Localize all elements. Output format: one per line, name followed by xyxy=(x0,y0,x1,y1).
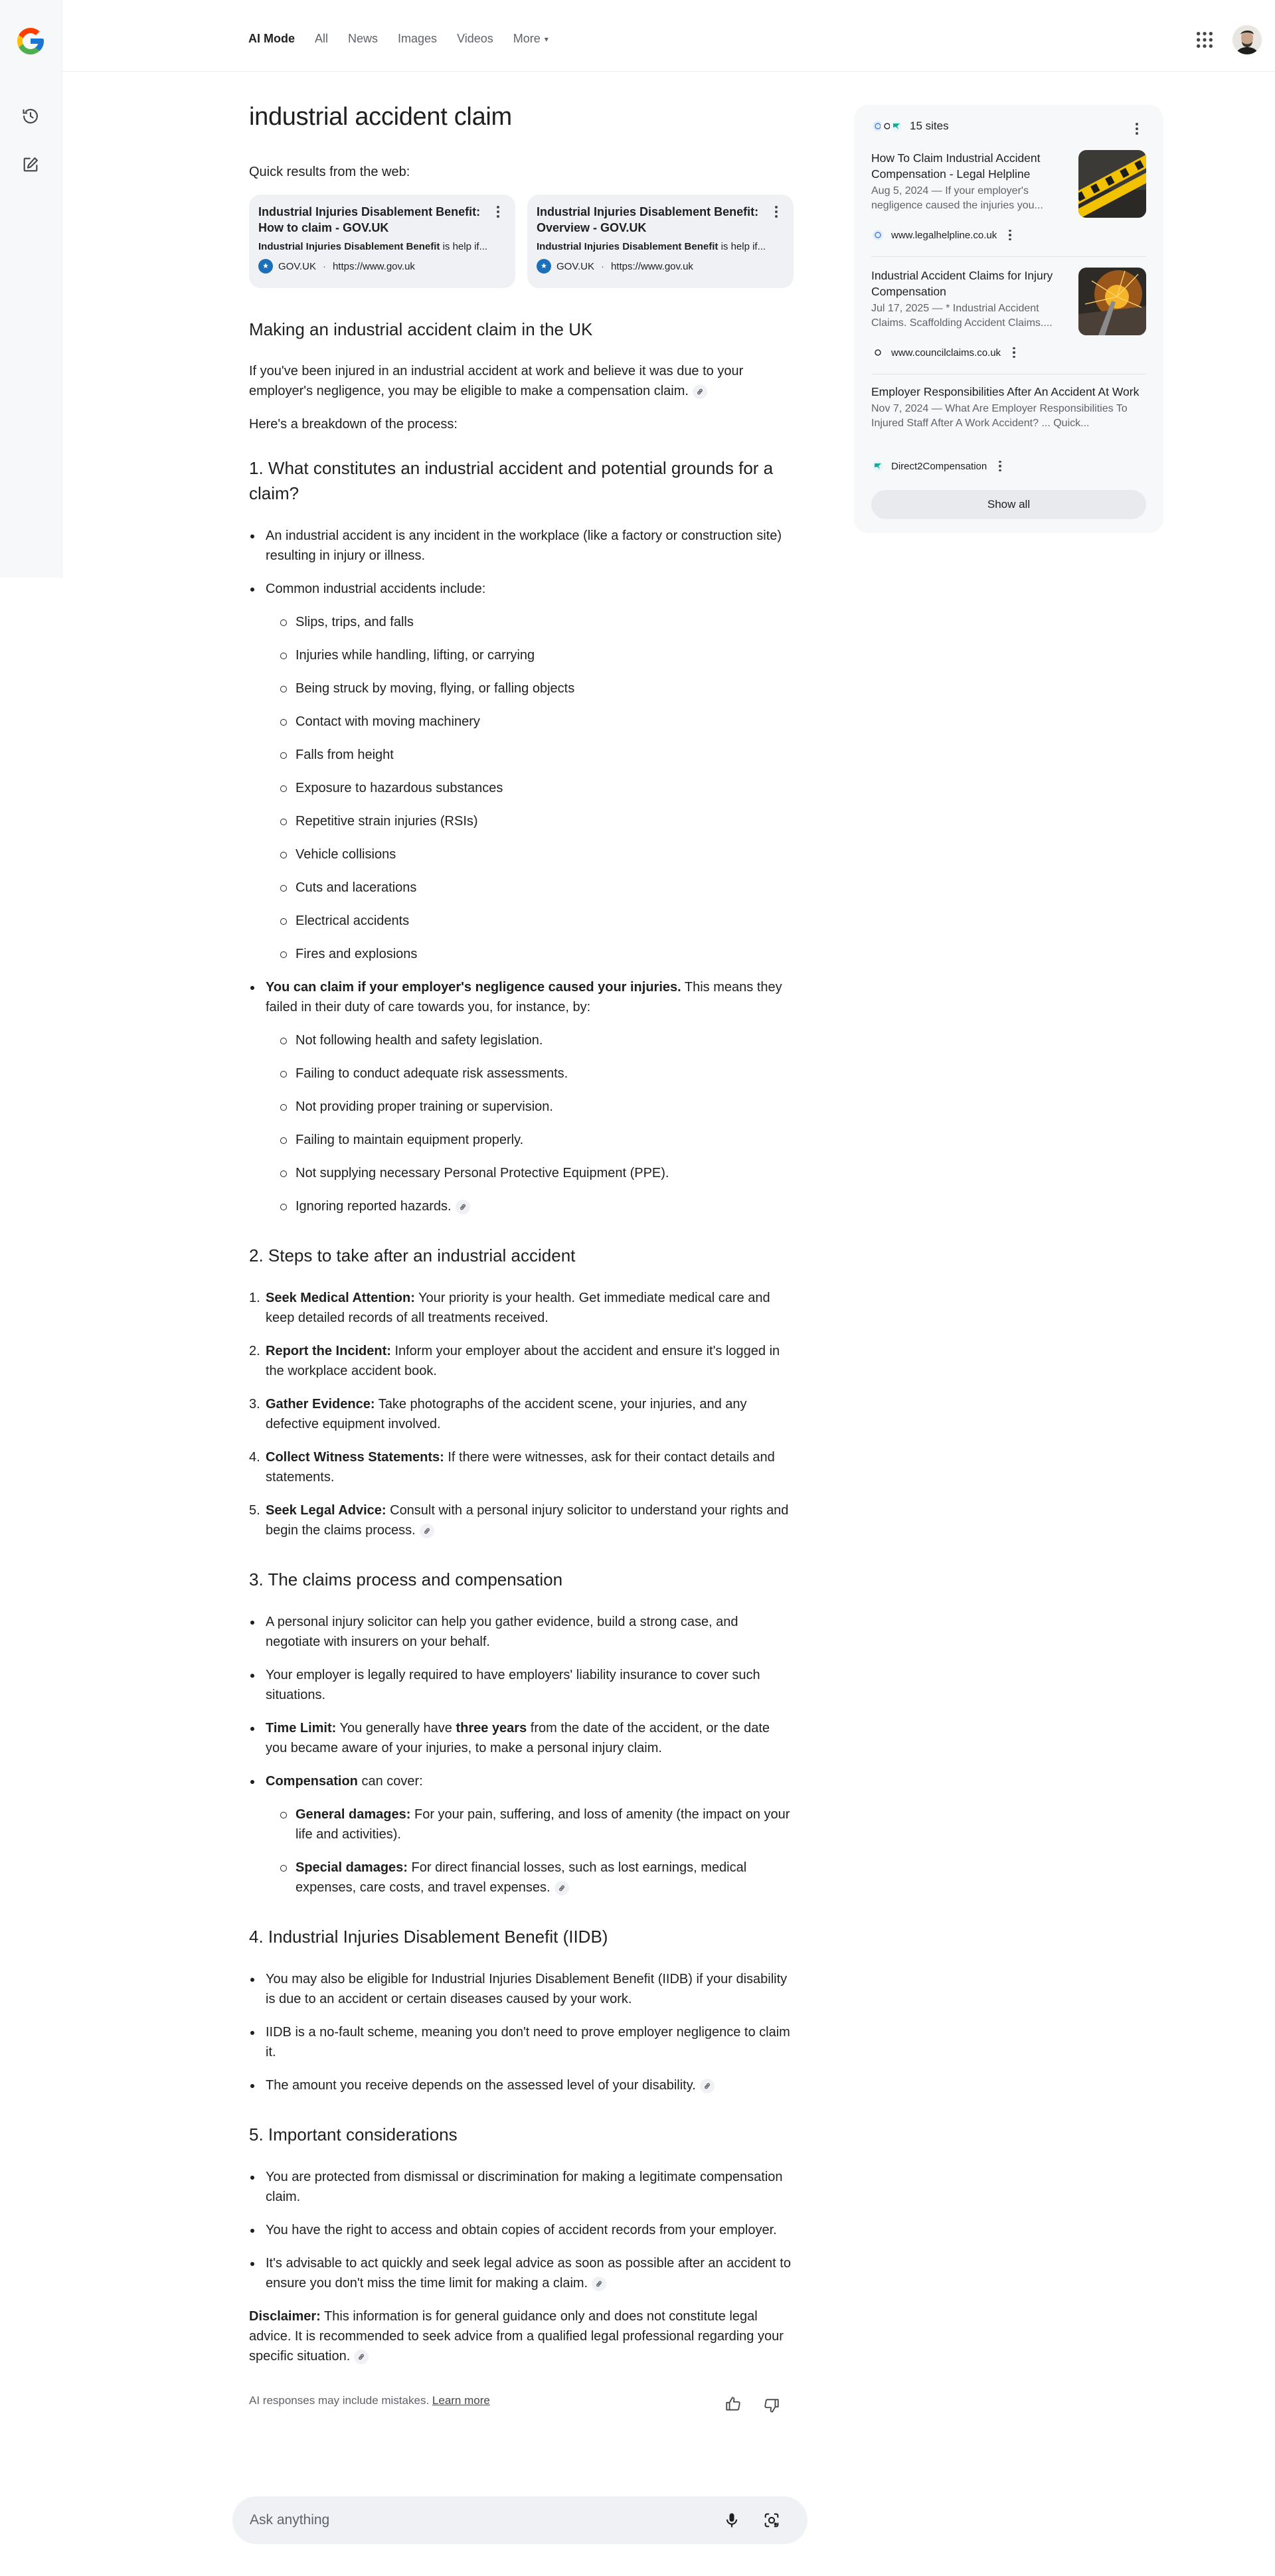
list-item-text: Vehicle collisions xyxy=(296,847,396,862)
breakdown-text: Here's a breakdown of the process: xyxy=(249,417,458,432)
google-logo-icon[interactable] xyxy=(15,25,46,57)
legalhelpline-favicon-icon xyxy=(871,228,885,242)
gov-uk-favicon-icon xyxy=(258,259,273,274)
link-icon[interactable] xyxy=(592,2277,606,2291)
list-item xyxy=(266,679,794,698)
caution-tape-thumbnail xyxy=(1078,150,1146,218)
section-3-list xyxy=(249,1612,794,1897)
link-icon[interactable] xyxy=(700,2079,715,2093)
step-number: 3. xyxy=(249,1397,260,1411)
list-item xyxy=(266,612,794,632)
google-lens-icon[interactable] xyxy=(762,2511,781,2530)
list-item xyxy=(266,1196,794,1216)
query-heading: industrial accident claim xyxy=(249,103,512,131)
tab-label: News xyxy=(348,32,379,45)
caret-down-icon: ▾ xyxy=(544,34,549,44)
list-item-text: Contact with moving machinery xyxy=(296,714,480,729)
step-item xyxy=(249,1447,794,1487)
tab-all[interactable] xyxy=(315,32,328,46)
list-item-text: Exposure to hazardous substances xyxy=(296,781,503,795)
section-title: 3. The claims process and compensation xyxy=(249,1570,563,1589)
mistakes-note xyxy=(249,2394,490,2407)
list-item-text: The amount you receive depends on the assessed level of your disability. xyxy=(266,2078,696,2093)
thumbs-down-icon[interactable] xyxy=(763,2397,780,2414)
list-item-text: Electrical accidents xyxy=(296,914,410,928)
list-item-text: Being struck by moving, flying, or falling objects xyxy=(296,681,575,696)
source-name: GOV.UK xyxy=(556,260,594,272)
more-options-icon[interactable] xyxy=(1130,121,1144,137)
source-domain: www.councilclaims.co.uk xyxy=(891,347,1001,359)
list-item xyxy=(266,944,794,964)
more-options-icon[interactable] xyxy=(491,204,505,220)
list-item-text: Cuts and lacerations xyxy=(296,880,417,895)
source-snippet: Jul 17, 2025 — * Industrial Accident Claims. Scaffolding Accident Claims.... xyxy=(871,303,1053,329)
list-item xyxy=(249,1612,794,1652)
sources-header[interactable] xyxy=(871,118,1146,134)
tab-videos[interactable] xyxy=(457,32,493,46)
quick-result-source xyxy=(258,259,506,274)
source-title[interactable]: Employer Responsibilities After An Accident At Work xyxy=(871,385,1140,398)
section-1-list xyxy=(249,526,794,1216)
list-item-text: A personal injury solicitor can help you gather evidence, build a strong case, and negotiate with insurers on your behalf. xyxy=(266,1615,738,1649)
section-5-list xyxy=(249,2167,794,2293)
apps-grid-icon[interactable] xyxy=(1194,29,1215,50)
list-item xyxy=(266,645,794,665)
source-site xyxy=(871,346,1021,359)
list-item xyxy=(266,811,794,831)
step-number: 5. xyxy=(249,1503,260,1518)
more-options-icon[interactable] xyxy=(993,461,1007,471)
list-item xyxy=(266,1064,794,1084)
source-item[interactable] xyxy=(871,150,1146,250)
quick-result-card[interactable] xyxy=(249,195,515,288)
snippet-text: is help if... xyxy=(718,241,766,252)
sources-panel xyxy=(854,105,1163,533)
mistakes-text: AI responses may include mistakes. xyxy=(249,2394,430,2407)
source-domain: Direct2Compensation xyxy=(891,460,987,472)
ai-answer-column xyxy=(249,103,794,2414)
list-item-bold: Compensation xyxy=(266,1774,358,1789)
list-item xyxy=(249,2253,794,2293)
list-item-text: Not following health and safety legislation. xyxy=(296,1033,543,1048)
source-item[interactable] xyxy=(871,384,1146,483)
direct2compensation-favicon-icon xyxy=(890,120,903,133)
list-item-text: You are protected from dismissal or discrimination for making a legitimate compensation claim. xyxy=(266,2170,783,2204)
tab-label: More xyxy=(513,32,541,45)
list-item xyxy=(249,977,794,1216)
disclaimer-text: This information is for general guidance only and does not constitute legal advice. It is recommended to seek advice from a qualified legal professional regarding your specific situation. xyxy=(249,2309,784,2364)
section-title: 2. Steps to take after an industrial accident xyxy=(249,1246,576,1265)
list-item-text: It's advisable to act quickly and seek legal advice as soon as possible after an accident to ensure you don't miss the time limit for making a claim. xyxy=(266,2256,791,2291)
step-title: Collect Witness Statements: xyxy=(266,1450,444,1465)
list-item xyxy=(266,745,794,765)
list-item xyxy=(249,1969,794,2009)
list-item-text: Ignoring reported hazards. xyxy=(296,1199,452,1214)
source-name: GOV.UK xyxy=(278,260,316,272)
list-item xyxy=(249,1665,794,1705)
source-snippet: Aug 5, 2024 — If your employer's negligence caused the injuries you... xyxy=(871,185,1043,211)
list-item-text: Not providing proper training or supervision. xyxy=(296,1099,553,1114)
source-url: https://www.gov.uk xyxy=(332,260,415,272)
separator: · xyxy=(322,260,326,272)
list-item xyxy=(249,2075,794,2095)
quick-result-snippet xyxy=(537,241,784,252)
step-item xyxy=(249,1341,794,1381)
list-item-bold: three years xyxy=(456,1721,527,1735)
edit-icon xyxy=(21,155,40,174)
source-thumbnail xyxy=(1078,268,1146,335)
tab-more[interactable] xyxy=(513,32,549,46)
section-title: 1. What constitutes an industrial accident and potential grounds for a claim? xyxy=(249,458,774,503)
steps-list xyxy=(249,1288,794,1540)
list-item xyxy=(266,878,794,898)
list-item-text: can cover: xyxy=(357,1774,423,1789)
source-title[interactable]: Industrial Accident Claims for Injury Compensation xyxy=(871,269,1053,298)
history-icon xyxy=(21,107,40,125)
step-title: Report the Incident: xyxy=(266,1344,391,1358)
list-item xyxy=(266,911,794,931)
microphone-icon[interactable] xyxy=(722,2511,741,2530)
list-item-text: You generally have xyxy=(336,1721,456,1735)
tab-label: AI Mode xyxy=(248,32,295,45)
tab-label: Images xyxy=(398,32,438,45)
source-url: https://www.gov.uk xyxy=(610,260,693,272)
tab-news[interactable] xyxy=(348,32,378,46)
source-snippet: Nov 7, 2024 — What Are Employer Responsibilities To Injured Staff After A Work Accident? ... Quick... xyxy=(871,403,1128,429)
list-item-bold: General damages: xyxy=(296,1807,411,1822)
step-title: Seek Legal Advice: xyxy=(266,1503,386,1518)
disclaimer-bold: Disclaimer: xyxy=(249,2309,321,2324)
step-title: Gather Evidence: xyxy=(266,1397,375,1411)
step-number: 4. xyxy=(249,1450,260,1465)
damages-list xyxy=(266,1805,794,1897)
step-item xyxy=(249,1500,794,1540)
list-item-text: Failing to conduct adequate risk assessments. xyxy=(296,1066,568,1081)
step-text: Your priority is your health. Get immediate medical care and keep detailed records of all treatments received. xyxy=(266,1291,770,1325)
step-text: Consult with a personal injury solicitor to understand your rights and begin the claims process. xyxy=(266,1503,789,1538)
left-rail xyxy=(0,0,62,578)
intro-text: If you've been injured in an industrial accident at work and believe it was due to your employer's negligence, you may be eligible to make a compensation claim. xyxy=(249,364,744,398)
list-item xyxy=(266,1030,794,1050)
top-nav xyxy=(62,0,1275,72)
snippet-bold: Industrial Injuries Disablement Benefit xyxy=(258,241,440,252)
list-item xyxy=(266,712,794,732)
list-item xyxy=(249,579,794,964)
list-item-text: Slips, trips, and falls xyxy=(296,615,414,629)
list-item xyxy=(266,1097,794,1117)
new-chat-button[interactable] xyxy=(17,151,44,178)
ask-input-bar[interactable] xyxy=(232,2496,808,2544)
step-title: Seek Medical Attention: xyxy=(266,1291,415,1305)
list-item-text: This means they failed in their duty of care towards you, for instance, by: xyxy=(266,980,782,1014)
list-item xyxy=(266,778,794,798)
list-item xyxy=(249,526,794,566)
step-number: 1. xyxy=(249,1291,260,1305)
list-item-text: from the date of the accident, or the date you became aware of your injuries, to make a personal injury claim. xyxy=(266,1721,770,1755)
source-site xyxy=(871,228,1017,242)
list-item xyxy=(266,1805,794,1844)
more-options-icon[interactable] xyxy=(770,204,783,220)
list-item-text: An industrial accident is any incident in the workplace (like a factory or construction site) resulting in injury or illness. xyxy=(266,528,782,563)
source-favicons xyxy=(871,120,899,133)
ask-input[interactable]: Ask anything xyxy=(250,2512,330,2528)
more-options-icon[interactable] xyxy=(1003,230,1017,240)
list-item-text: You have the right to access and obtain copies of accident records from your employer. xyxy=(266,2223,777,2237)
link-icon[interactable] xyxy=(456,1200,470,1214)
accidents-list xyxy=(266,612,794,964)
list-item-text: For direct financial losses, such as lost earnings, medical expenses, care costs, and travel expenses. xyxy=(296,1860,747,1895)
list-item-text: Fires and explosions xyxy=(296,947,418,961)
list-item-text: IIDB is a no-fault scheme, meaning you don't need to prove employer negligence to claim it. xyxy=(266,2025,790,2059)
intro-paragraph xyxy=(249,361,794,401)
source-title[interactable]: How To Claim Industrial Accident Compensation - Legal Helpline xyxy=(871,151,1041,181)
list-item-bold: Time Limit: xyxy=(266,1721,337,1735)
snippet-bold: Industrial Injuries Disablement Benefit xyxy=(537,241,719,252)
answer-footer xyxy=(249,2394,794,2414)
list-item-text: Common industrial accidents include: xyxy=(266,582,486,596)
gov-uk-favicon-icon xyxy=(537,259,551,274)
list-item-text: Repetitive strain injuries (RSIs) xyxy=(296,814,478,829)
answer-heading: Making an industrial accident claim in the UK xyxy=(249,319,593,339)
step-item xyxy=(249,1288,794,1328)
list-item-text: Not supplying necessary Personal Protective Equipment (PPE). xyxy=(296,1166,669,1180)
list-item xyxy=(249,1771,794,1897)
negligence-list xyxy=(266,1030,794,1216)
quick-results-label: Quick results from the web: xyxy=(249,165,410,179)
section-title: 5. Important considerations xyxy=(249,2125,458,2144)
tab-label: Videos xyxy=(457,32,493,45)
list-item-text: Injuries while handling, lifting, or carrying xyxy=(296,648,535,663)
quick-result-title[interactable]: Industrial Injuries Disablement Benefit: Overview - GOV.UK xyxy=(537,205,759,234)
quick-result-source xyxy=(537,259,784,274)
list-item xyxy=(249,2220,794,2240)
tab-label: All xyxy=(315,32,329,45)
list-item xyxy=(266,845,794,864)
list-item xyxy=(266,1130,794,1150)
learn-more-link[interactable]: Learn more xyxy=(432,2394,490,2407)
link-icon[interactable] xyxy=(693,384,707,399)
source-site xyxy=(871,459,1007,473)
list-item-text: For your pain, suffering, and loss of amenity (the impact on your life and activities). xyxy=(296,1807,790,1842)
account-avatar[interactable] xyxy=(1232,25,1262,54)
list-item xyxy=(249,2022,794,2062)
disclaimer xyxy=(249,2306,794,2366)
source-item[interactable] xyxy=(871,268,1146,367)
quick-result-card[interactable] xyxy=(527,195,794,288)
step-text: Take photographs of the accident scene, your injuries, and any defective equipment involved. xyxy=(266,1397,747,1431)
section-title: 4. Industrial Injuries Disablement Benefit (IIDB) xyxy=(249,1927,608,1947)
step-item xyxy=(249,1394,794,1434)
quick-results xyxy=(249,195,794,288)
section-4-list xyxy=(249,1969,794,2095)
avatar-photo xyxy=(1232,25,1262,54)
list-item-bold: Special damages: xyxy=(296,1860,408,1875)
more-options-icon[interactable] xyxy=(1007,347,1021,358)
step-text: If there were witnesses, ask for their contact details and statements. xyxy=(266,1450,775,1485)
welding-sparks-thumbnail xyxy=(1078,268,1146,335)
list-item xyxy=(266,1858,794,1897)
tab-images[interactable] xyxy=(398,32,437,46)
thumbs-up-icon[interactable] xyxy=(724,2395,742,2413)
step-text: Inform your employer about the accident and ensure it's logged in the workplace accident book. xyxy=(266,1344,780,1378)
list-item-bold: You can claim if your employer's negligence caused your injuries. xyxy=(266,980,681,995)
source-domain: www.legalhelpline.co.uk xyxy=(891,229,997,241)
sites-count: 15 sites xyxy=(910,120,949,132)
search-tabs xyxy=(248,32,568,46)
list-item-text: Your employer is legally required to have employers' liability insurance to cover such situations. xyxy=(266,1668,760,1702)
list-item xyxy=(249,1718,794,1758)
show-all-button[interactable]: Show all xyxy=(871,490,1146,519)
list-item-text: Failing to maintain equipment properly. xyxy=(296,1133,524,1147)
tab-ai-mode[interactable] xyxy=(248,32,295,46)
list-item xyxy=(266,1163,794,1183)
councilclaims-favicon-icon xyxy=(871,346,885,359)
direct2compensation-favicon-icon xyxy=(871,459,885,473)
link-icon[interactable] xyxy=(420,1524,434,1538)
list-item xyxy=(249,2167,794,2207)
source-thumbnail xyxy=(1078,150,1146,218)
link-icon[interactable] xyxy=(554,1881,569,1895)
list-item-text: Falls from height xyxy=(296,748,394,762)
divider xyxy=(871,256,1146,257)
list-item-text: You may also be eligible for Industrial Injuries Disablement Benefit (IIDB) if your disability is due to an accident or certain diseases caused by your work. xyxy=(266,1972,788,2006)
quick-result-title[interactable]: Industrial Injuries Disablement Benefit: How to claim - GOV.UK xyxy=(258,205,481,234)
quick-result-snippet xyxy=(258,241,506,252)
link-icon[interactable] xyxy=(354,2350,369,2364)
step-number: 2. xyxy=(249,1344,260,1358)
separator: · xyxy=(600,260,604,272)
history-button[interactable] xyxy=(17,103,44,129)
snippet-text: is help if... xyxy=(440,241,488,252)
